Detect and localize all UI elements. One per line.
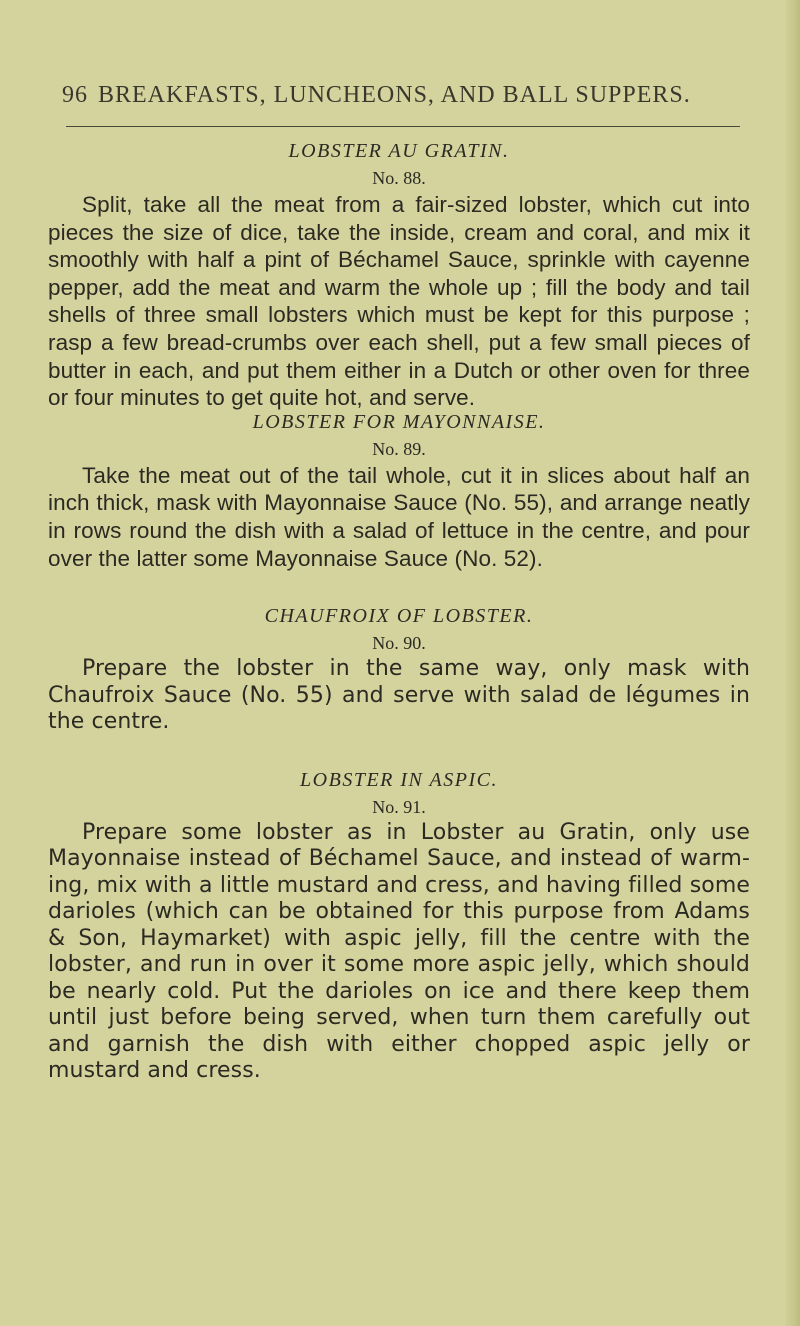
recipe-title: LOBSTER IN ASPIC. [300, 768, 498, 791]
recipe-chaufroix-of-lobster [48, 602, 750, 736]
recipe-number: No. 90. [372, 633, 426, 654]
recipe-lobster-au-gratin [48, 137, 750, 412]
recipe-title: LOBSTER FOR MAYONNAISE. [252, 410, 546, 433]
recipe-number: No. 91. [372, 796, 426, 817]
recipe-list [48, 137, 750, 1085]
page-edge [786, 0, 800, 1326]
recipe-number: No. 88. [372, 168, 426, 188]
recipe-body: Prepare some lobster as in Lobster au Gratin, only use Mayonnaise instead of Béchamel Sauce, and instead of warm-ing, mix with a little mustard and cress, and having filled some darioles (which can be obtained for this purpose from Adams & Son, Haymarket) with aspic jelly, fill the centre with the lobster, and run in over it some more aspic jelly, which should be nearly cold. Put the darioles on ice and there keep them until just before being served, when turn them carefully out and garnish the dish with either chopped aspic jelly or mustard and cress. [48, 819, 750, 1084]
recipe-lobster-for-mayonnaise [48, 408, 750, 572]
recipe-body: Take the meat out of the tail whole, cut it in slices about half an inch thick, mask with Mayonnaise Sauce (No. 55), and arrange neatly in rows round the dish with a salad of lettuce in the centre, and pour over the latter some Mayonnaise Sauce (No. 52). [48, 462, 750, 571]
running-head [62, 82, 762, 109]
recipe-body: Split, take all the meat from a fair-sized lobster, which cut into pieces the size of dice, take the inside, cream and coral, and mix it smoothly with half a pint of Béchamel Sauce, sprinkle with cayenne pepper, add the meat and warm the whole up ; fill the body and tail shells of three small lobsters which must be kept for this purpose ; rasp a few bread-crumbs over each shell, put a few small pieces of butter in each, and put them either in a Dutch or other oven for three or four minutes to get quite hot, and serve. [48, 192, 750, 411]
recipe-number: No. 89. [372, 438, 426, 459]
recipe-title: CHAUFROIX OF LOBSTER. [264, 605, 534, 628]
running-title: BREAKFASTS, LUNCHEONS, AND BALL SUPPERS. [98, 82, 691, 108]
recipe-lobster-in-aspic [48, 766, 750, 1085]
header-rule [66, 126, 740, 127]
recipe-body: Prepare the lobster in the same way, only mask with Chaufroix Sauce (No. 55) and serve with salad de légumes in the centre. [48, 656, 750, 735]
recipe-title: LOBSTER AU GRATIN. [288, 140, 510, 162]
page-number: 96 [62, 82, 88, 108]
